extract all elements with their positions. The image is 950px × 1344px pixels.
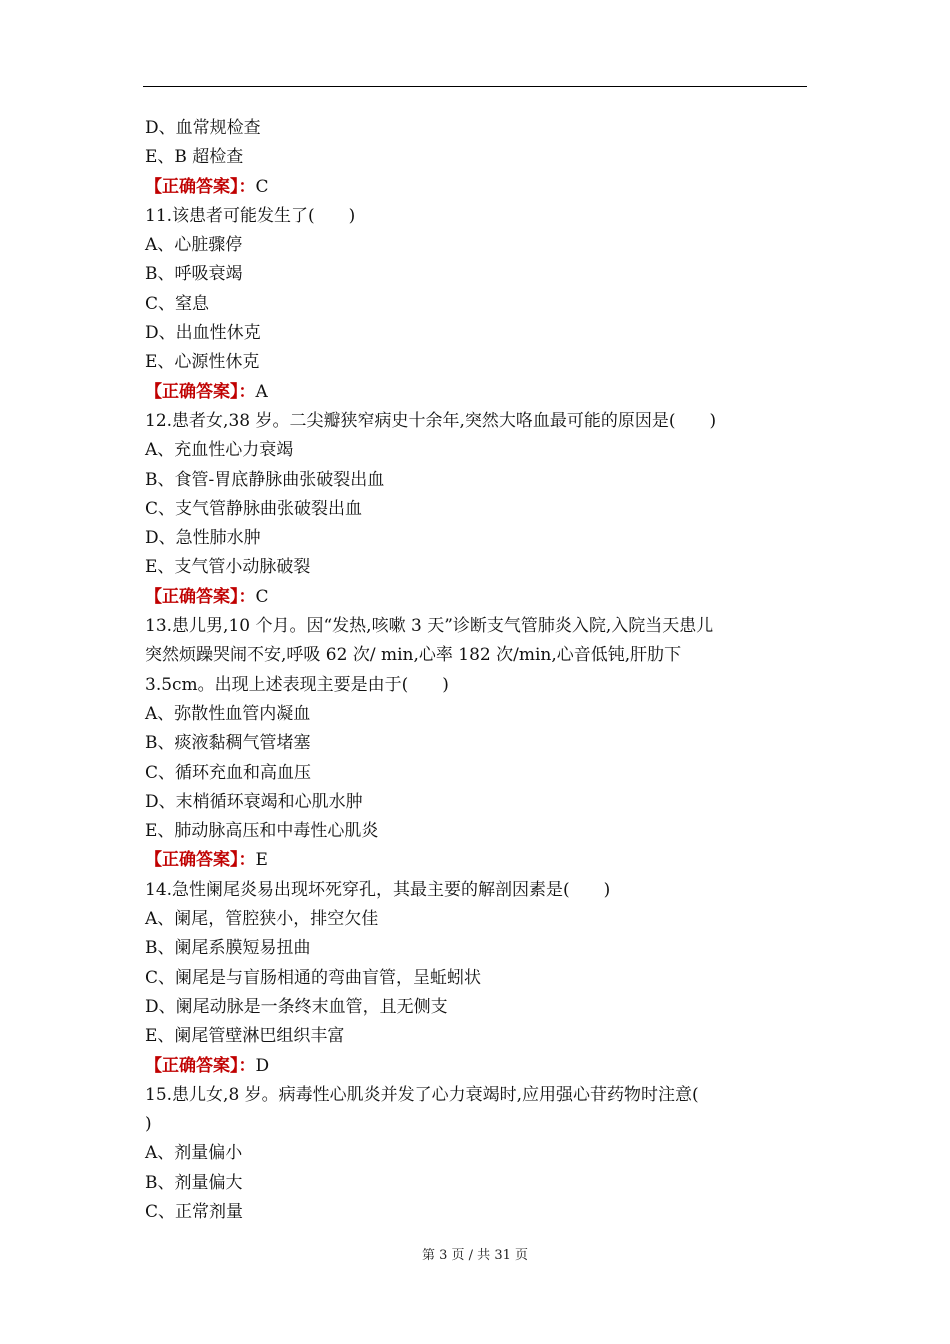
option-text: A、充血性心力衰竭	[145, 440, 294, 461]
option-text: E、肺动脉高压和中毒性心肌炎	[145, 821, 379, 842]
answer-label: 【正确答案】：	[145, 176, 256, 197]
option-text: A、阑尾，管腔狭小，排空欠佳	[145, 909, 379, 930]
option-text: C、支气管静脉曲张破裂出血	[145, 498, 363, 519]
option-text: B、阑尾系膜短易扭曲	[145, 938, 311, 959]
answer-value: D	[255, 1055, 270, 1076]
question-text: 13.患儿男,10 个月。因“发热,咳嗽 3 天”诊断支气管肺炎入院,入院当天患儿	[145, 616, 714, 637]
answer-value: E	[255, 850, 268, 871]
answer-value: C	[255, 586, 269, 607]
answer-line	[145, 378, 810, 407]
option-text: B、痰液黏稠气管堵塞	[145, 733, 311, 754]
question-text: 15.患儿女,8 岁。病毒性心肌炎并发了心力衰竭时,应用强心苷药物时注意(	[145, 1084, 699, 1105]
option-text: C、窒息	[145, 293, 210, 314]
answer-line	[145, 846, 810, 875]
answer-line	[145, 173, 810, 202]
page-content	[145, 114, 810, 1227]
answer-line	[145, 583, 810, 612]
option-text: D、血常规检查	[145, 118, 261, 138]
answer-value: C	[255, 176, 269, 197]
question-text: 突然烦躁哭闹不安,呼吸 62 次/ min,心率 182 次/min,心音低钝,肝肋下	[145, 645, 682, 666]
option-text: D、末梢循环衰竭和心肌水肿	[145, 791, 363, 812]
option-text: B、食管-胃底静脉曲张破裂出血	[145, 469, 385, 490]
option-text: E、支气管小动脉破裂	[145, 557, 311, 578]
answer-label: 【正确答案】：	[145, 1055, 256, 1076]
answer-line	[145, 1052, 810, 1081]
option-text: B、呼吸衰竭	[145, 264, 243, 285]
option-text: E、B 超检查	[145, 147, 244, 168]
option-text: D、急性肺水肿	[145, 528, 261, 549]
option-text: C、阑尾是与盲肠相通的弯曲盲管，呈蚯蚓状	[145, 967, 482, 988]
option-text: C、正常剂量	[145, 1201, 244, 1222]
question-text: 12.患者女,38 岁。二尖瓣狭窄病史十余年,突然大咯血最可能的原因是( )	[145, 410, 717, 431]
option-text: A、剂量偏小	[145, 1143, 243, 1164]
option-text: E、心源性休克	[145, 352, 260, 373]
option-text: A、心脏骤停	[145, 235, 243, 256]
option-text: A、弥散性血管内凝血	[145, 703, 311, 724]
question-text: 3.5cm。出现上述表现主要是由于( )	[145, 674, 449, 695]
answer-label: 【正确答案】：	[145, 381, 256, 402]
question-text: )	[145, 1114, 152, 1135]
option-text: D、阑尾动脉是一条终末血管，且无侧支	[145, 996, 448, 1017]
question-text: 14.急性阑尾炎易出现坏死穿孔，其最主要的解剖因素是( )	[145, 879, 611, 900]
page-footer: 第 3 页 / 共 31 页	[422, 1248, 528, 1263]
option-text: E、阑尾管壁淋巴组织丰富	[145, 1026, 345, 1047]
option-text: D、出血性休克	[145, 323, 261, 344]
option-text: B、剂量偏大	[145, 1172, 243, 1193]
option-text: C、循环充血和高血压	[145, 762, 312, 783]
answer-label: 【正确答案】：	[145, 586, 256, 607]
question-text: 11.该患者可能发生了( )	[145, 205, 356, 226]
answer-label: 【正确答案】：	[145, 850, 256, 871]
answer-value: A	[255, 381, 268, 402]
header-rule	[143, 86, 807, 87]
